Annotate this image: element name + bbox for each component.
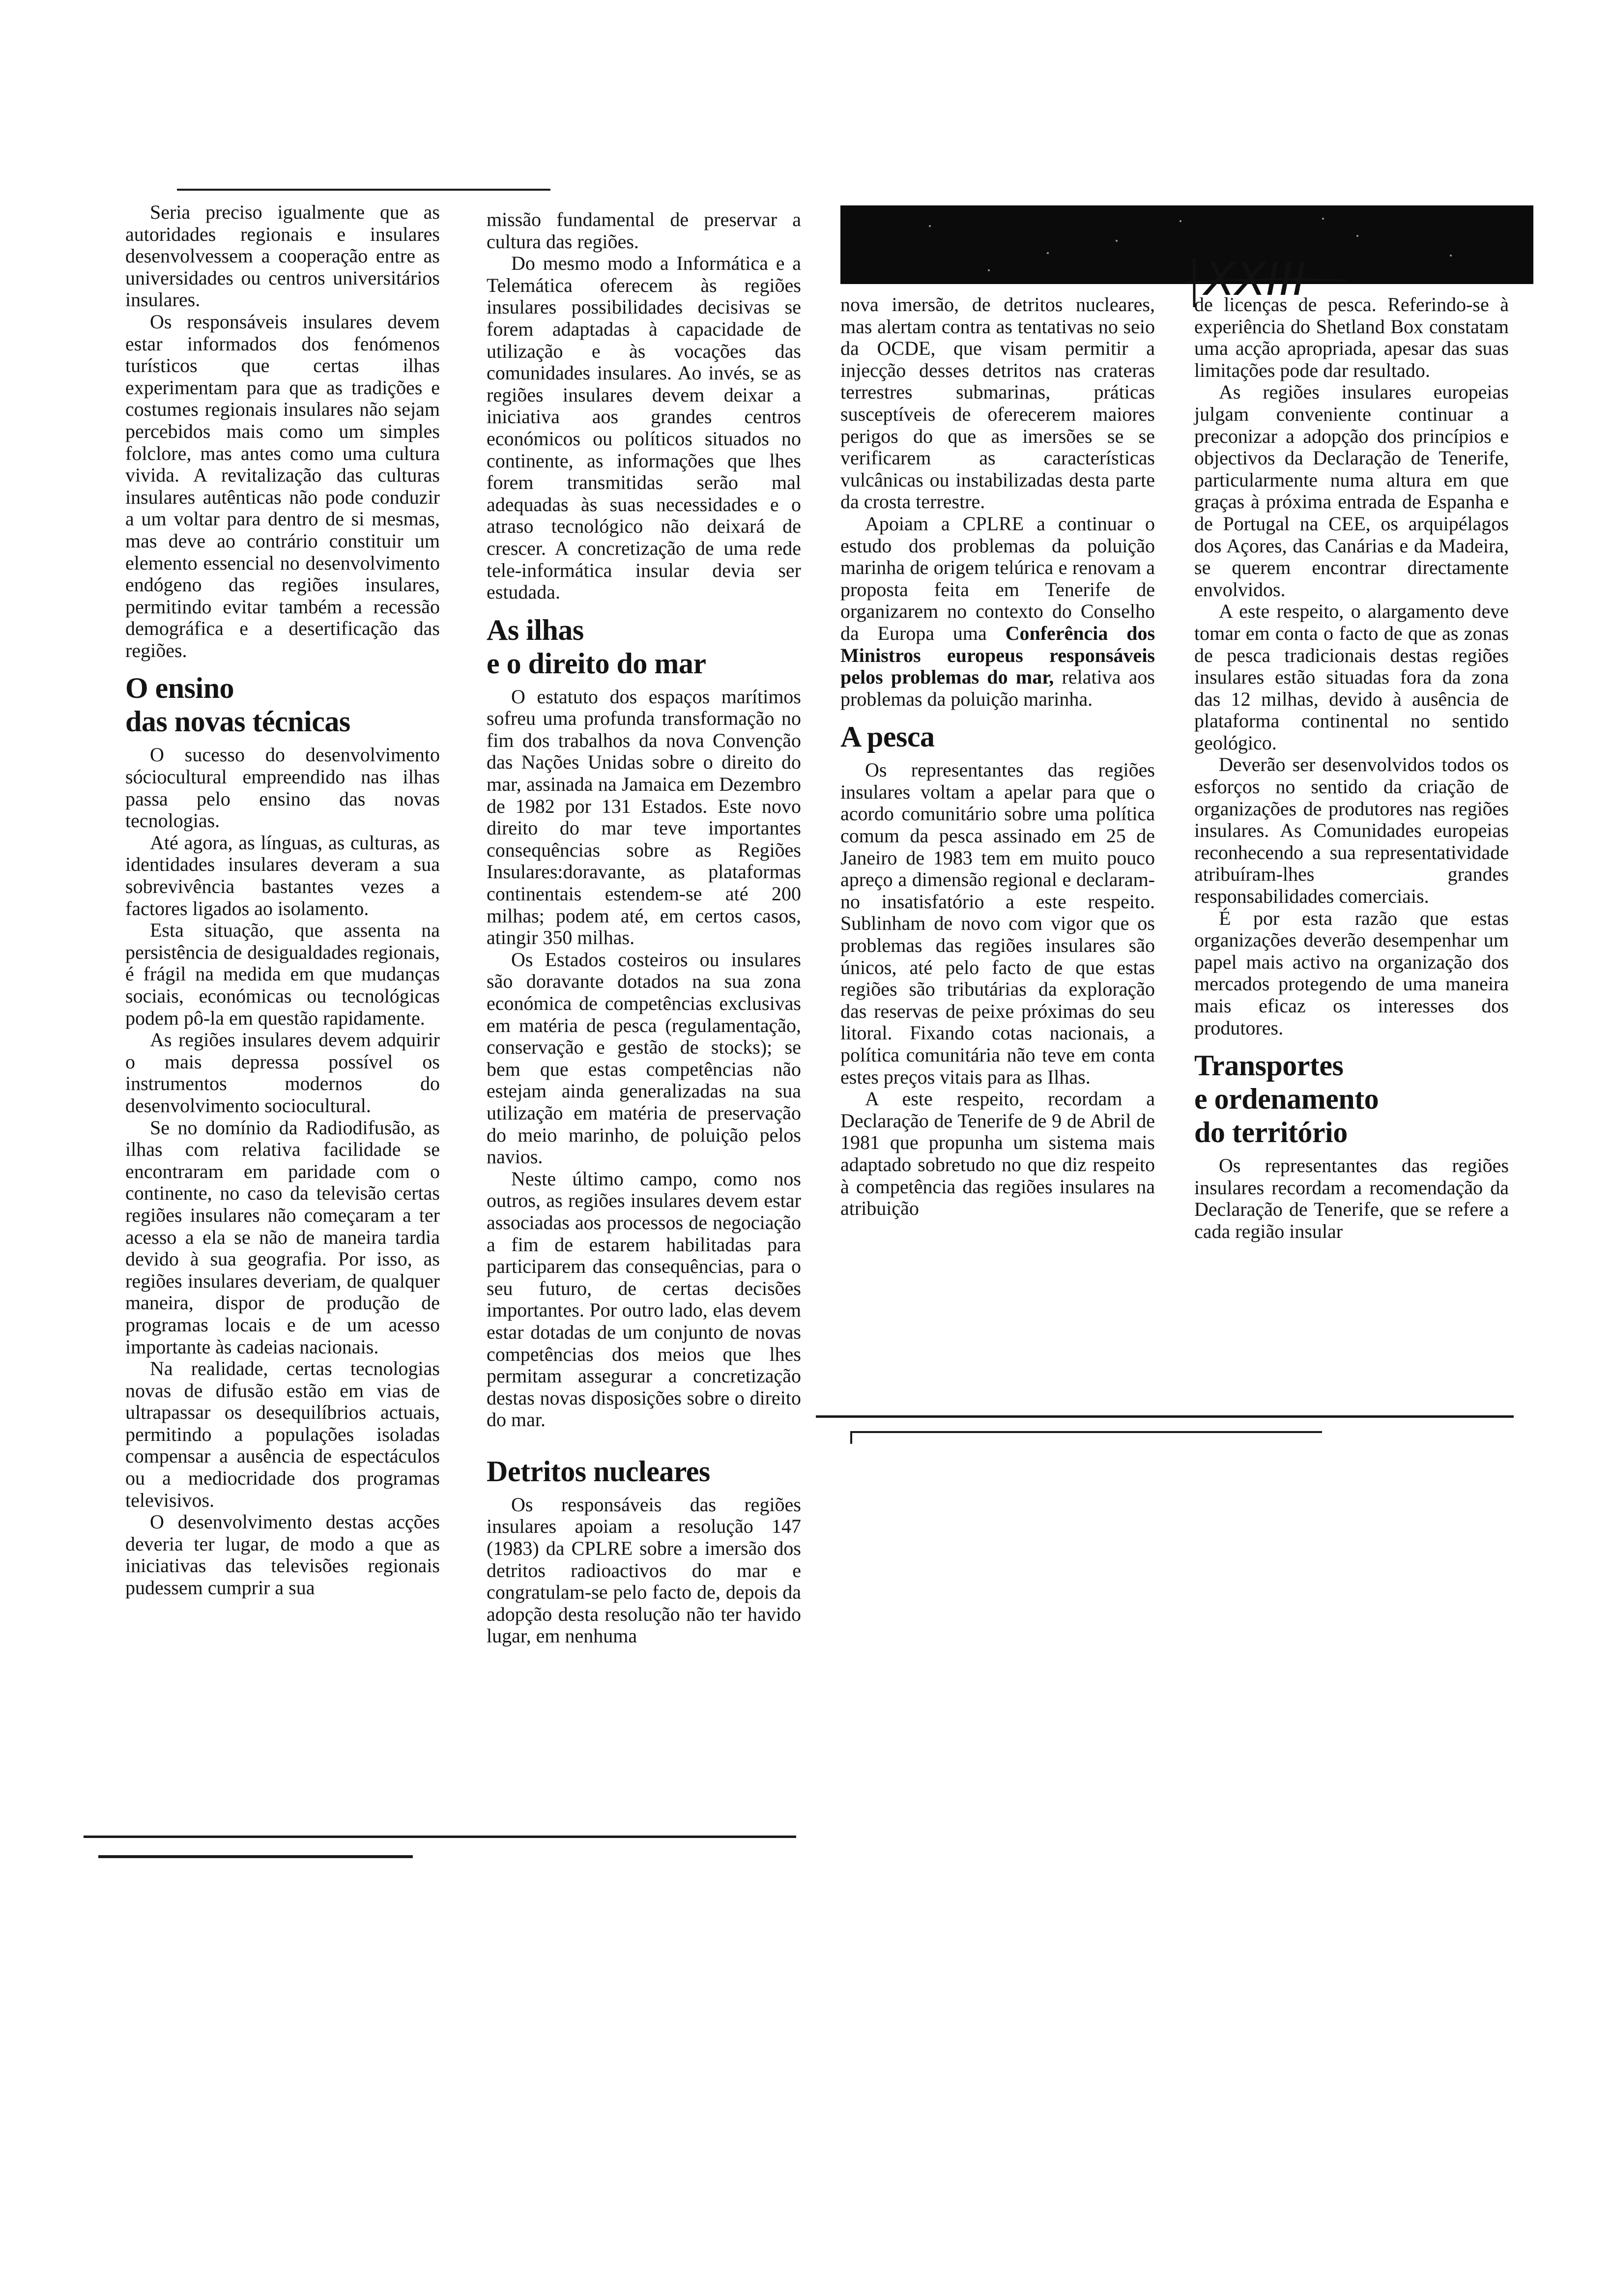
paragraph: O desenvolvimento destas acções deveria ter lugar, de modo a que as iniciativas das televisões regionais pudessem cumprir a sua: [125, 1511, 440, 1599]
section-heading-detritos-nucleares: Detritos nucleares: [487, 1455, 710, 1488]
bottom-rule-col3-short: [850, 1431, 1322, 1433]
column-1: [125, 201, 440, 1599]
paragraph: Na realidade, certas tecnologias novas de difusão estão em vias de ultrapassar os desequilíbrios actuais, permitindo a populações isoladas compensar a ausência de espectáculos ou a mediocridade dos programas televisivos.: [125, 1357, 440, 1511]
paragraph: É por esta razão que estas organizações deverão desempenhar um papel mais activo na organização dos mercados protegendo de uma maneira mais eficaz os interesses dos produtores.: [1194, 907, 1509, 1039]
paragraph: Seria preciso igualmente que as autoridades regionais e insulares desenvolvessem a cooperação entre as universidades ou centros universitários insulares.: [125, 201, 440, 311]
paragraph: Os representantes das regiões insulares voltam a apelar para que o acordo comunitário sobre uma política comum da pesca assinado em 25 de Janeiro de 1983 tem em muito pouco apreço a dimensão regional e declaram-no insatisfatório a este respeito. Sublinham de novo com vigor que os problemas das regiões insulares são únicos, até pelo facto de que estas regiões são tributárias da exploração das reservas de peixe próximas do seu litoral. Fixando cotas nacionais, a política comunitária não teve em conta estes preços vitais para as Ilhas.: [840, 759, 1155, 1088]
column-3: [840, 294, 1155, 1220]
paragraph: As regiões insulares europeias julgam conveniente continuar a preconizar a adopção dos princípios e objectivos da Declaração de Tenerife, particularmente numa altura em que graças à próxima entrada de Espanha e de Portugal na CEE, os arquipélagos dos Açores, das Canárias e da Madeira, se querem encontrar directamente envolvidos.: [1194, 381, 1509, 601]
column-2: [487, 209, 801, 1647]
paragraph: Deverão ser desenvolvidos todos os esforços no sentido da criação de organizações de produtores nas regiões insulares. As Comunidades europeias reconhecendo a sua representatividade atribuíram-lhes grandes responsabilidades comerciais.: [1194, 753, 1509, 908]
bottom-rule-tick: [850, 1431, 852, 1444]
paragraph: Neste último campo, como nos outros, as regiões insulares devem estar associadas aos processos de negociação a fim de estarem habilitadas para participarem das consequências, para o seu futuro, de certas decisões importantes. Por outro lado, elas devem estar dotadas de um conjunto de novas competências dos meios que lhes permitam assegurar a concretização destas novas disposições sobre o direito do mar.: [487, 1167, 801, 1431]
top-rule: [177, 189, 550, 191]
paragraph: Se no domínio da Radiodifusão, as ilhas com relativa facilidade se encontraram em paridade com o continente, no caso da televisão certas regiões insulares não começaram a ter acesso a ela se não de maneira tardia devido à sua geografia. Por isso, as regiões insulares deveriam, de qualquer maneira, dispor de produção de programas locais e de um acesso importante às cadeias nacionais.: [125, 1116, 440, 1358]
paragraph: missão fundamental de preservar a cultura das regiões.: [487, 208, 801, 253]
section-heading-direito-do-mar: As ilhas e o direito do mar: [487, 613, 706, 680]
paragraph: de licenças de pesca. Referindo-se à experiência do Shetland Box constatam uma acção apropriada, apesar das suas limitações pode dar resultado.: [1194, 293, 1509, 381]
stamp-text: XXIII: [1204, 253, 1306, 306]
paragraph: nova imersão, de detritos nucleares, mas alertam contra as tentativas no seio da OCDE, que visam permitir a injecção desses detritos nas crateras terrestres submarinas, práticas susceptíveis de oferecerem maiores perigos do que as imersões se se verificarem as características vulcânicas ou instabilizadas desta parte da crosta terrestre.: [840, 293, 1155, 513]
section-heading-ensino: O ensino das novas técnicas: [125, 672, 350, 738]
paragraph: Os responsáveis das regiões insulares apoiam a resolução 147 (1983) da CPLRE sobre a imersão dos detritos radioactivos do mar e congratulam-se pelo facto de, depois da adopção desta resolução não ter havido lugar, em nenhuma: [487, 1493, 801, 1647]
conference-name: Conferência dos Ministros europeus responsáveis pelos problemas do mar,: [840, 622, 1155, 689]
paragraph: Os responsáveis insulares devem estar informados dos fenómenos turísticos que certas ilhas experimentam para que as tradições e costumes regionais insulares não sejam percebidos mais como um simples folclore, mas antes como uma cultura vivida. A revitalização das culturas insulares autênticas não pode conduzir a um voltar para dentro de si mesmas, mas deve ao contrário constituir um elemento essencial no desenvolvimento endógeno das regiões insulares, permitindo evitar também a recessão demográfica e a desertificação das regiões.: [125, 310, 440, 661]
section-heading-pesca: A pesca: [840, 720, 935, 753]
paragraph: Apoiam a CPLRE a continuar o estudo dos problemas da poluição marinha de origem telúrica e renovam a proposta feita em Tenerife de organizarem no contexto do Conselho da Europa uma Conferência dos Ministros europeus responsáveis pelos problemas do mar, relativa aos problemas da poluição marinha.: [840, 512, 1155, 710]
paragraph: Esta situação, que assenta na persistência de desigualdades regionais, é frágil na medida em que mudanças sociais, económicas ou tecnológicas podem pô-la em questão rapidamente.: [125, 919, 440, 1029]
bottom-rule-short: [98, 1855, 413, 1858]
paragraph: A este respeito, o alargamento deve tomar em conta o facto de que as zonas de pesca tradicionais destas regiões insulares estão situadas fora da zona das 12 milhas, devido à ausência de plataforma continental no sentido geológico.: [1194, 600, 1509, 754]
bottom-rule-col1-2: [84, 1836, 796, 1838]
paragraph: A este respeito, recordam a Declaração de Tenerife de 9 de Abril de 1981 que propunha um sistema mais adaptado sobretudo no que diz respeito à competência das regiões insulares na atribuição: [840, 1088, 1155, 1220]
section-heading-transportes: Transportes e ordenamento do território: [1194, 1049, 1379, 1149]
column-4: [1194, 294, 1509, 1243]
paragraph: Os Estados costeiros ou insulares são doravante dotados na sua zona económica de competências exclusivas em matéria de pesca (regulamentação, conservação e gestão de stocks); se bem que estas competências não estejam ainda generalizadas na sua utilização em matéria de preservação do meio marinho, de poluição pelos navios.: [487, 948, 801, 1168]
paragraph: O sucesso do desenvolvimento sóciocultural empreendido nas ilhas passa pelo ensino das novas tecnologias.: [125, 744, 440, 832]
paragraph: As regiões insulares devem adquirir o mais depressa possível os instrumentos modernos do desenvolvimento sociocultural.: [125, 1029, 440, 1117]
paragraph: Os representantes das regiões insulares recordam a recomendação da Declaração de Tenerife, que se refere a cada região insular: [1194, 1154, 1509, 1242]
paragraph: Até agora, as línguas, as culturas, as identidades insulares deveram a sua sobrevivência bastantes vezes a factores ligados ao isolamento.: [125, 831, 440, 919]
paragraph: O estatuto dos espaços marítimos sofreu uma profunda transformação no fim dos trabalhos da nova Convenção das Nações Unidas sobre o direito do mar, assinada na Jamaica em Dezembro de 1982 por 131 Estados. Este novo direito do mar teve importantes consequências sobre as Regiões Insulares:doravante, as plataformas continentais estendem-se até 200 milhas; podem até, em certos casos, atingir 350 milhas.: [487, 685, 801, 949]
paragraph: Do mesmo modo a Informática e a Telemática oferecem às regiões insulares possibilidades decisivas se forem adaptadas à capacidade de utilização e às vocações das comunidades insulares. Ao invés, se as regiões insulares devem deixar a iniciativa aos grandes centros económicos ou políticos situados no continente, as informações que lhes forem transmitidas serão mal adequadas às suas necessidades e o atraso tecnológico não deixará de crescer. A concretização de uma rede tele-informática insular devia ser estudada.: [487, 252, 801, 603]
bottom-rule-col3-4: [816, 1415, 1514, 1418]
